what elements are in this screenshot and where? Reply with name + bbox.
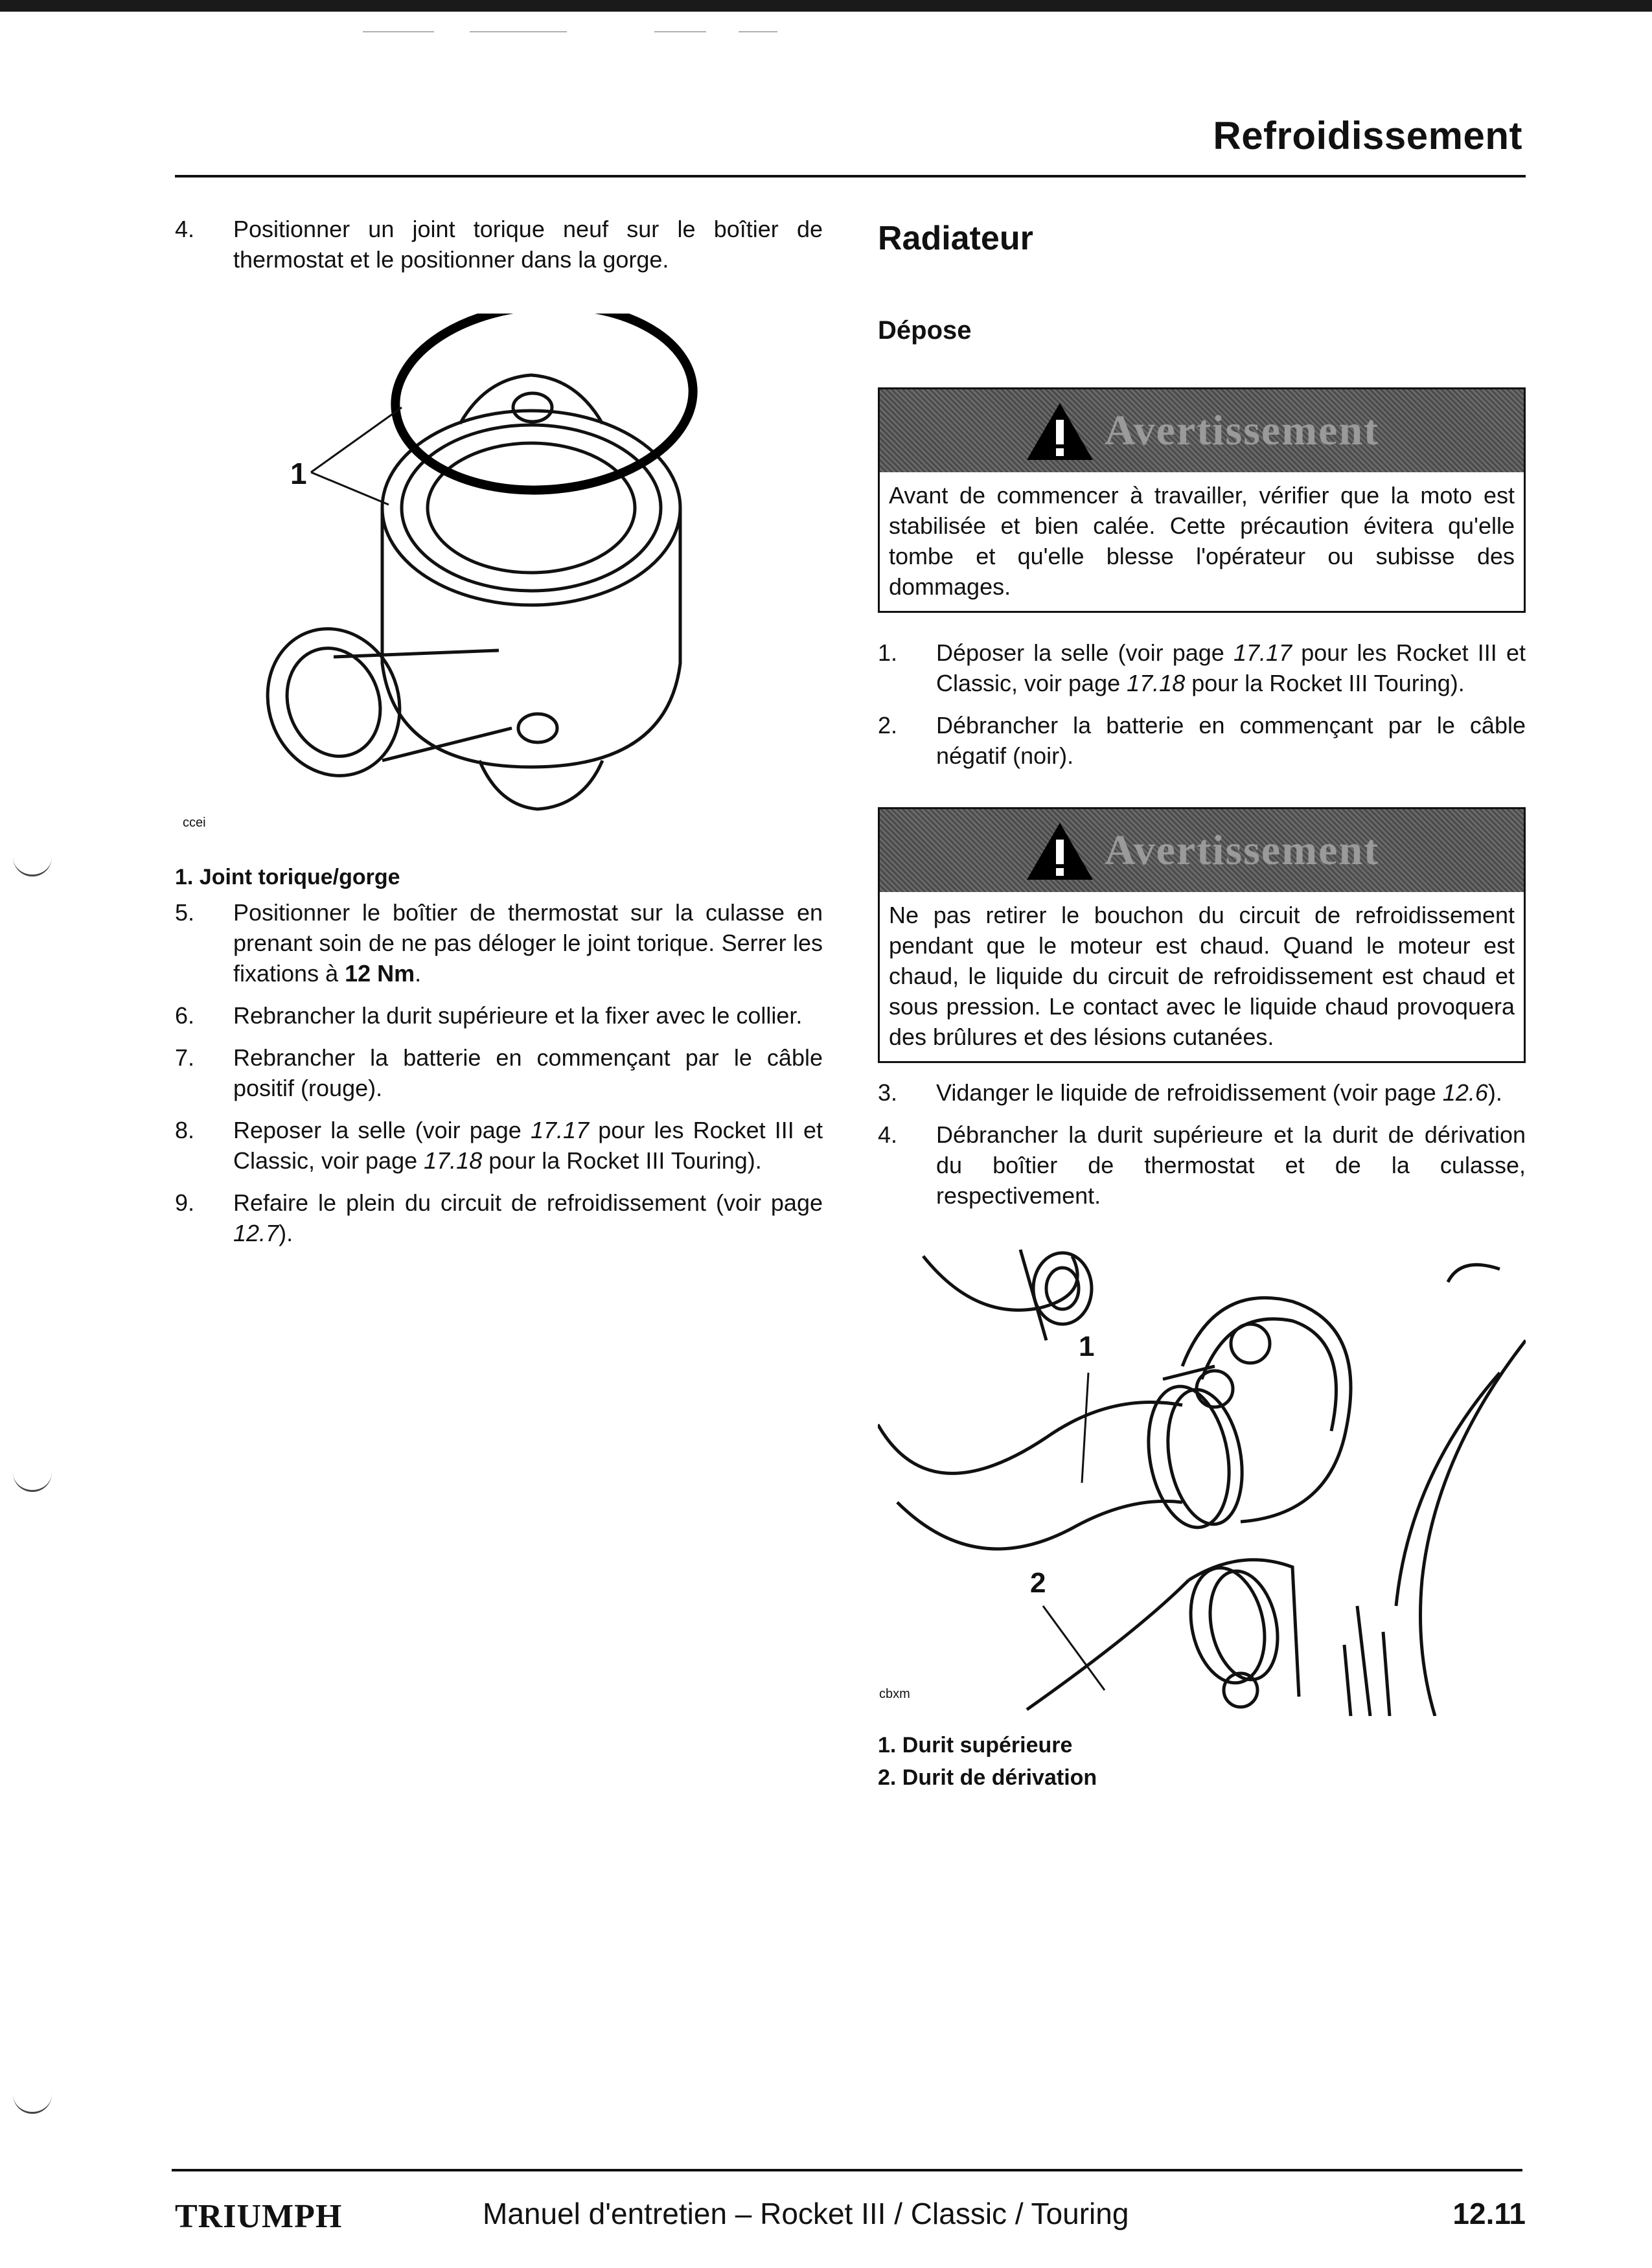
figure-caption-1: 1. Durit supérieure bbox=[878, 1733, 1073, 1758]
figure-callout-1: 1 bbox=[1079, 1331, 1095, 1362]
step-number: 4. bbox=[175, 216, 195, 242]
figure-caption-2: 2. Durit de dérivation bbox=[878, 1765, 1097, 1790]
step-text: ). bbox=[1487, 1079, 1502, 1106]
scan-edge bbox=[0, 0, 1652, 12]
warning-title: Avertissement bbox=[1104, 407, 1380, 454]
step-text: pour la Rocket III Touring). bbox=[482, 1147, 762, 1174]
step-2 bbox=[878, 710, 1526, 771]
step-number: 5. bbox=[175, 899, 195, 926]
brand-logo: TRIUMPH bbox=[175, 2198, 343, 2235]
manual-title: Manuel d'entretien – Rocket III / Classic / Touring bbox=[483, 2197, 1129, 2230]
thermostat-housing-illustration bbox=[175, 314, 823, 838]
warning-title: Avertissement bbox=[1104, 827, 1380, 874]
scan-artifact bbox=[470, 31, 567, 32]
step-number: 4. bbox=[878, 1121, 898, 1148]
warning-banner bbox=[880, 389, 1524, 472]
scan-artifact bbox=[739, 31, 777, 32]
page-ref: 12.6 bbox=[1442, 1079, 1488, 1106]
step-text: pour la Rocket III Touring). bbox=[1185, 670, 1465, 696]
hose-figure bbox=[878, 1243, 1526, 1716]
page-ref: 17.17 bbox=[530, 1117, 590, 1143]
step-8 bbox=[175, 1115, 823, 1176]
footer-rule bbox=[172, 2169, 1522, 2171]
step-3 bbox=[878, 1077, 1526, 1108]
step-text: Débrancher la batterie en commençant par le câble négatif (noir). bbox=[936, 712, 1526, 769]
step-9 bbox=[175, 1187, 823, 1248]
warning-banner bbox=[880, 809, 1524, 892]
step-text: Rebrancher la batterie en commençant par le câble positif (rouge). bbox=[233, 1044, 823, 1101]
step-number: 6. bbox=[175, 1002, 195, 1029]
step-4-left bbox=[175, 214, 823, 275]
step-number: 2. bbox=[878, 712, 898, 739]
page-ref: 12.7 bbox=[233, 1220, 279, 1246]
scan-artifact bbox=[363, 31, 434, 32]
step-text: Refaire le plein du circuit de refroidissement (voir page bbox=[233, 1189, 823, 1216]
figure-callout-2: 2 bbox=[1030, 1567, 1046, 1599]
step-text: Déposer la selle (voir page bbox=[936, 639, 1233, 666]
binding-mark bbox=[13, 2092, 52, 2114]
step-text: Débrancher la durit supérieure et la durit de dérivation du boîtier de thermostat et de la culasse, respectivement. bbox=[936, 1121, 1526, 1209]
step-4-right bbox=[878, 1119, 1526, 1211]
warning-triangle-icon bbox=[1024, 820, 1096, 882]
torque-value: 12 Nm bbox=[345, 960, 415, 987]
warning-box-2 bbox=[878, 807, 1526, 1063]
o-ring bbox=[389, 314, 700, 500]
step-7 bbox=[175, 1042, 823, 1103]
step-text: pour les Rocket III et Classic, voir page bbox=[936, 639, 1526, 696]
page-ref: 17.17 bbox=[1233, 639, 1292, 666]
steps-group-b bbox=[878, 1077, 1526, 1211]
page-ref: 17.18 bbox=[424, 1147, 483, 1174]
section-title: Refroidissement bbox=[1213, 114, 1522, 157]
warning-text: Avant de commencer à travailler, vérifier que la moto est stabilisée et bien calée. Cette précaution évitera qu'elle tombe et qu'elle blesse l'opérateur ou subisse des dommages. bbox=[889, 482, 1515, 600]
step-number: 8. bbox=[175, 1117, 195, 1143]
step-text: Reposer la selle (voir page bbox=[233, 1117, 531, 1143]
figure-code: ccei bbox=[183, 816, 206, 830]
step-number: 9. bbox=[175, 1189, 195, 1216]
left-column bbox=[175, 214, 823, 1260]
step-1 bbox=[878, 637, 1526, 698]
subsection-heading: Dépose bbox=[878, 316, 972, 345]
step-text: Positionner un joint torique neuf sur le boîtier de thermostat et le positionner dans la gorge. bbox=[233, 216, 823, 273]
step-number: 1. bbox=[878, 639, 898, 666]
page-ref: 17.18 bbox=[1127, 670, 1186, 696]
steps-group-a bbox=[878, 637, 1526, 771]
step-6 bbox=[175, 1000, 823, 1031]
scan-artifact bbox=[654, 31, 706, 32]
step-text: Vidanger le liquide de refroidissement (voir page bbox=[936, 1079, 1443, 1106]
step-text: . bbox=[415, 960, 422, 987]
figure-code: cbxm bbox=[879, 1687, 910, 1701]
step-number: 7. bbox=[175, 1044, 195, 1071]
header-rule bbox=[175, 175, 1526, 178]
figure-callout-1: 1 bbox=[290, 457, 307, 490]
step-5 bbox=[175, 897, 823, 989]
step-text: pour les Rocket III et Classic, voir page bbox=[233, 1117, 823, 1174]
right-column bbox=[878, 214, 1526, 1794]
step-text: Positionner le boîtier de thermostat sur la culasse en prenant soin de ne pas déloger le joint torique. Serrer les fixations à bbox=[233, 899, 823, 987]
step-number: 3. bbox=[878, 1079, 898, 1106]
warning-triangle-icon bbox=[1024, 400, 1096, 462]
step-text: ). bbox=[279, 1220, 293, 1246]
thermostat-figure bbox=[175, 314, 823, 838]
warning-box-1 bbox=[878, 387, 1526, 613]
binding-mark bbox=[13, 855, 52, 876]
binding-mark bbox=[13, 1471, 52, 1492]
section-heading: Radiateur bbox=[878, 220, 1033, 257]
page-number: 12.11 bbox=[1452, 2197, 1526, 2230]
step-text: Rebrancher la durit supérieure et la fixer avec le collier. bbox=[233, 1002, 803, 1029]
warning-text: Ne pas retirer le bouchon du circuit de refroidissement pendant que le moteur est chaud. Quand le moteur est chaud, le liquide du circuit de refroidissement est chaud et sous pression. Le contact avec le liquide chaud provoquera des brûlures et des lésions cutanées. bbox=[889, 902, 1515, 1050]
figure-caption: 1. Joint torique/gorge bbox=[175, 865, 400, 889]
radiator-hoses-illustration bbox=[878, 1243, 1526, 1716]
